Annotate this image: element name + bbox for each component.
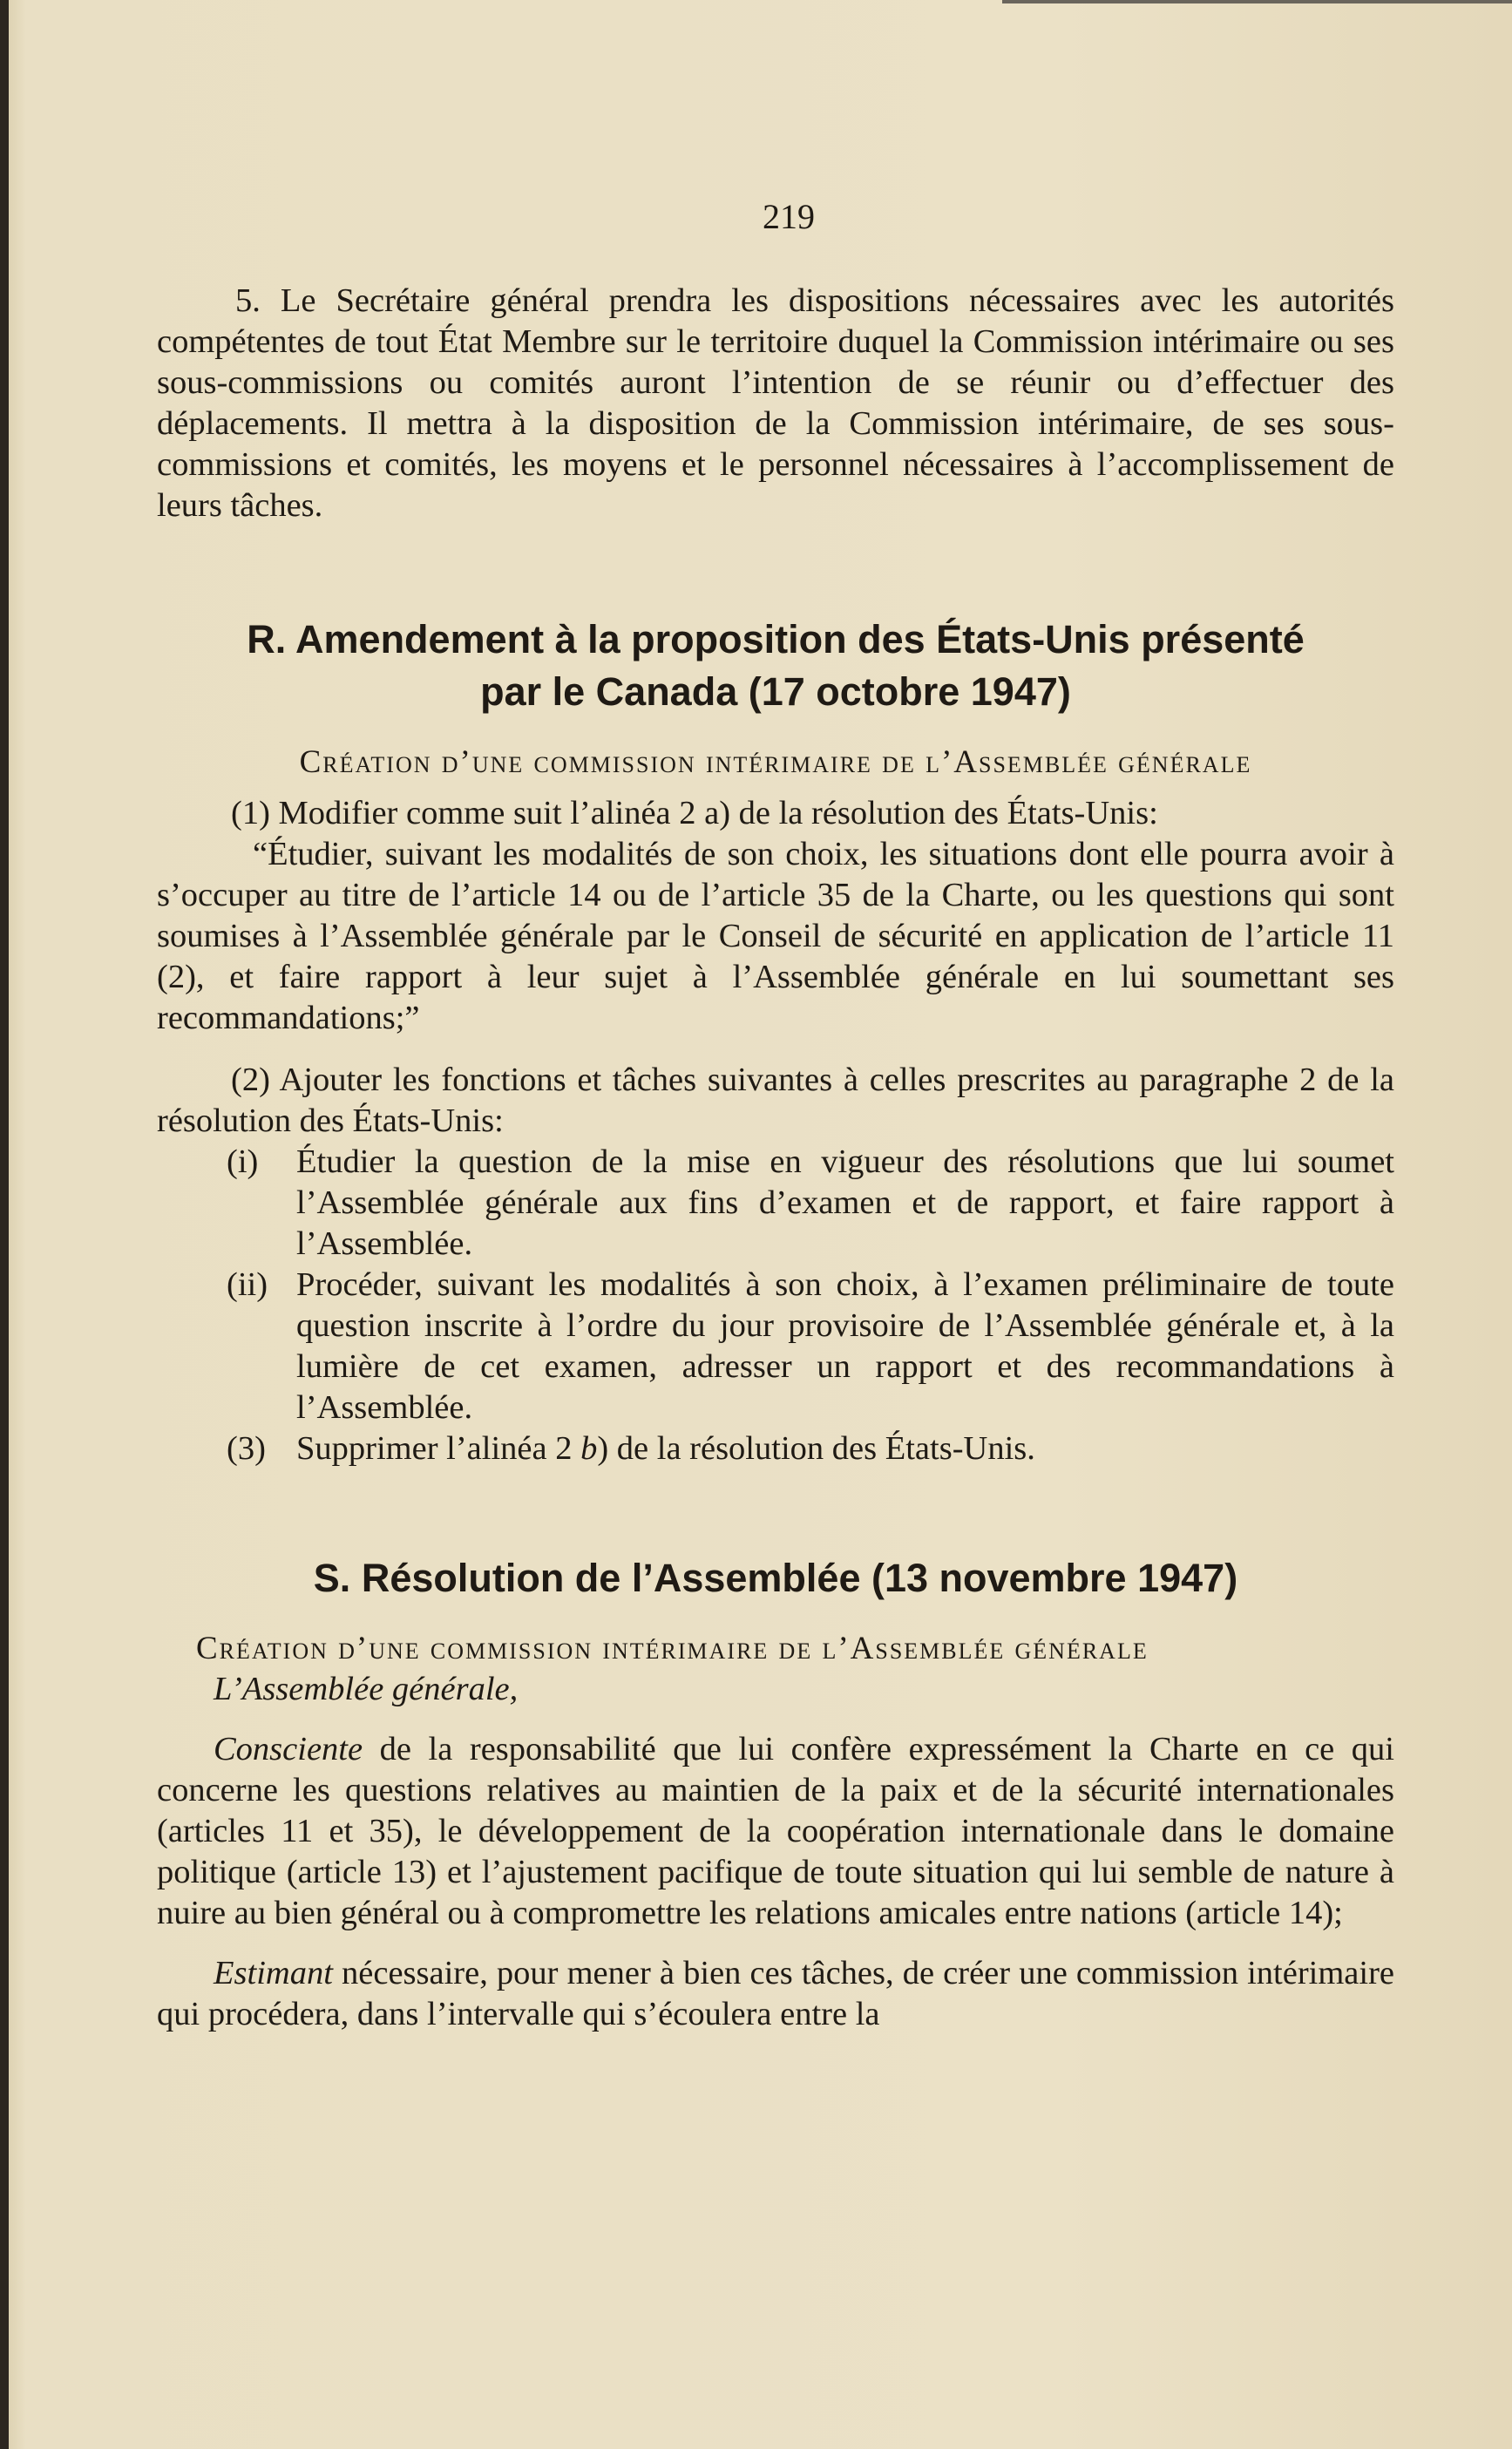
- page-spine-edge: [0, 0, 9, 2449]
- section-s: [157, 1552, 1394, 2035]
- section-s-addressee: [157, 1669, 1394, 1710]
- page-number: 219: [763, 197, 815, 236]
- page-content: [157, 196, 1394, 2035]
- estimant-word: Estimant: [214, 1955, 333, 1991]
- sub-item-text: Procéder, suivant les modalités à son choix, à l’examen préliminaire de toute question inscrite à l’ordre du jour provisoire de l’Assemblée générale et, à la lumière de cet examen, adresser un rapport et des recommandations à l’Assemblée.: [296, 1266, 1394, 1426]
- item-3-text-post: ) de la résolution des États-Unis.: [597, 1430, 1035, 1467]
- estimant-paragraph: [157, 1953, 1394, 2035]
- sub-item-number: (ii): [227, 1266, 268, 1303]
- consciente-word: Consciente: [214, 1731, 363, 1767]
- item-1-quote: “Étudier, suivant les modalités de son choix, les situations dont elle pourra avoir à s’occuper au titre de l’article 14 ou de l’article 35 de la Charte, ou les questions qui sont soumises à l’Assemblée générale par le Conseil de sécurité en application de l’article 11 (2), et faire rapport à leur sujet à l’Assemblée générale en lui soumettant ses recommandations;”: [157, 836, 1394, 1036]
- section-r-heading-line1: R. Amendement à la proposition des États-Unis présenté: [247, 617, 1305, 661]
- section-r-subheading: Création d’une commission intérimaire de l’Assemblée générale: [299, 744, 1252, 780]
- sub-item-text: Étudier la question de la mise en vigueur des résolutions que lui soumet l’Assemblée générale aux fins d’examen et de rapport, et faire rapport à l’Assemblée.: [296, 1143, 1394, 1262]
- item-3-text-italic: b: [580, 1430, 598, 1467]
- addressee-text: L’Assemblée générale,: [214, 1671, 519, 1707]
- item-3-text: [296, 1428, 1394, 1469]
- item-2-intro: (2) Ajouter les fonctions et tâches suivantes à celles prescrites au paragraphe 2 de la résolution des États-Unis:: [157, 1062, 1394, 1139]
- sub-items-list: [157, 1142, 1394, 1469]
- sub-item: [227, 1265, 1394, 1428]
- section-r: [157, 614, 1394, 1469]
- estimant-text: nécessaire, pour mener à bien ces tâches, de créer une commission intérimaire qui procédera, dans l’intervalle qui s’écoulera entre la: [157, 1955, 1394, 2032]
- section-s-heading: S. Résolution de l’Assemblée (13 novembre 1947): [313, 1556, 1238, 1600]
- section-s-subheading: Création d’une commission intérimaire de l’Assemblée générale: [196, 1631, 1149, 1666]
- consciente-text: de la responsabilité que lui confère expressément la Charte en ce qui concerne les questions relatives au maintien de la paix et de la sécurité internationales (articles 11 et 35), le développement de la coopération internationale dans le domaine politique (article 13) et l’ajustement pacifique de toute situation qui lui semble de nature à nuire au bien général ou à compromettre les relations amicales entre nations (article 14);: [157, 1731, 1394, 1931]
- top-rule: [1002, 0, 1512, 3]
- item-3-number: (3): [227, 1430, 266, 1467]
- paragraph-5: 5. Le Secrétaire général prendra les dispositions nécessaires avec les autorités compétentes de tout État Membre sur le territoire duquel la Commission intérimaire ou ses sous-commissions ou comités auront l’intention de se réunir ou d’effectuer des déplacements. Il mettra à la disposition de la Commission intérimaire, de ses sous-commissions et comités, les moyens et le personnel nécessaires à l’accomplissement de leurs tâches.: [157, 282, 1394, 524]
- section-r-heading-line2: par le Canada (17 octobre 1947): [480, 669, 1071, 714]
- consciente-paragraph: [157, 1729, 1394, 1934]
- section-r-heading: [157, 614, 1394, 718]
- item-3: [227, 1428, 1394, 1469]
- item-3-text-pre: Supprimer l’alinéa 2: [296, 1430, 581, 1467]
- sub-item: [227, 1142, 1394, 1265]
- sub-item-number: (i): [227, 1143, 259, 1180]
- item-1-intro: (1) Modifier comme suit l’alinéa 2 a) de la résolution des États-Unis:: [231, 795, 1158, 831]
